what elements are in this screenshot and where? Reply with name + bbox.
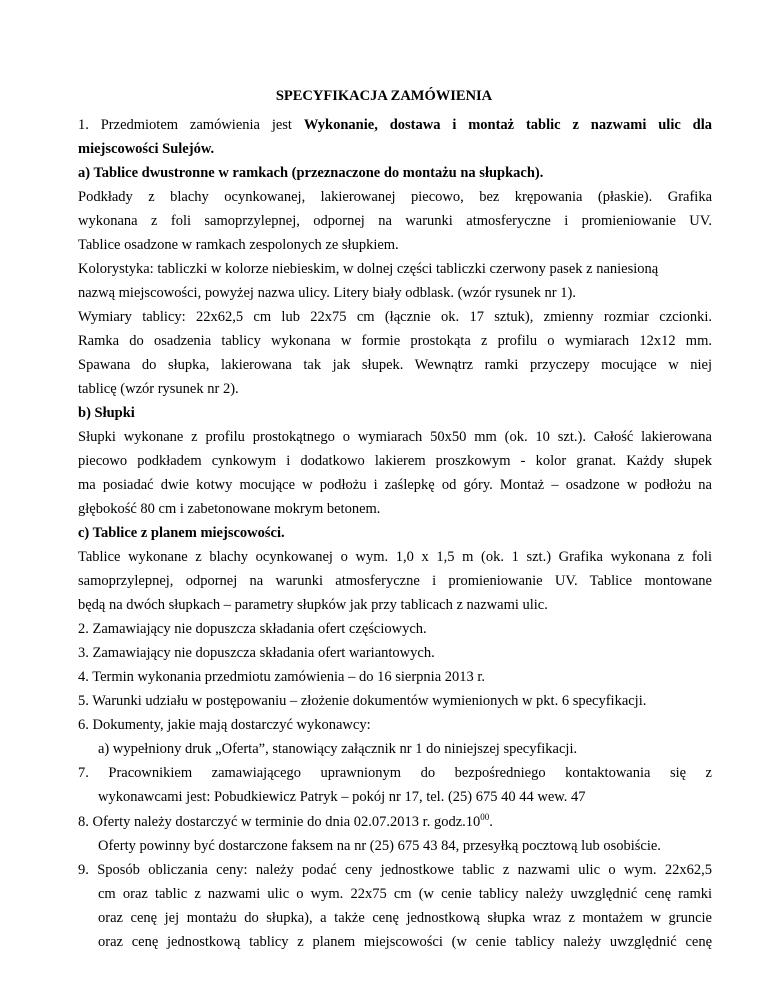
section-a-line: wykonana z foli samoprzylepnej, odpornej na warunki atmosferyczne i promieniowanie UV. bbox=[78, 213, 712, 229]
section-a-line: Ramka do osadzenia tablicy wykonana w formie prostokąta z profilu o wymiarach 12x12 mm. bbox=[78, 333, 712, 349]
section-b-line: ma posiadać dwie kotwy mocujące w podłożu i zaślepkę od góry. Montaż – osadzone w podłożu na bbox=[78, 477, 712, 493]
section-a-line: Podkłady z blachy ocynkowanej, lakierowanej piecowo, bez krępowania (płaskie). Grafika bbox=[78, 189, 712, 205]
item-3: 3. Zamawiający nie dopuszcza składania ofert wariantowych. bbox=[78, 645, 435, 661]
section-a-line: Spawana do słupka, lakierowana tak jak słupek. Wewnątrz ramki przyczepy mocujące w niej bbox=[78, 357, 712, 373]
section-c-heading: c) Tablice z planem miejscowości. bbox=[78, 525, 285, 541]
section-a-line: Wymiary tablicy: 22x62,5 cm lub 22x75 cm (łącznie ok. 17 sztuk), zmienny rozmiar czcionki. bbox=[78, 309, 712, 325]
item-7-line-1: 7. Pracownikiem zamawiającego uprawnionym do bezpośredniego kontaktowania się z bbox=[78, 765, 712, 781]
item-7-line-2: wykonawcami jest: Pobudkiewicz Patryk – pokój nr 17, tel. (25) 675 40 44 wew. 47 bbox=[98, 789, 586, 805]
item-5: 5. Warunki udziału w postępowaniu – złożenie dokumentów wymienionych w pkt. 6 specyfikacji. bbox=[78, 693, 647, 709]
item-6a: a) wypełniony druk „Oferta”, stanowiący załącznik nr 1 do niniejszej specyfikacji. bbox=[98, 741, 578, 757]
item-1-line-2: miejscowości Sulejów. bbox=[78, 141, 215, 157]
section-b-heading: b) Słupki bbox=[78, 405, 135, 421]
section-a-line: Kolorystyka: tabliczki w kolorze niebieskim, w dolnej części tabliczki czerwony pasek z naniesioną bbox=[78, 261, 659, 277]
item-8-line-2: Oferty powinny być dostarczone faksem na nr (25) 675 43 84, przesyłką pocztową lub osobiście. bbox=[98, 838, 661, 854]
section-a-heading: a) Tablice dwustronne w ramkach (przeznaczone do montażu na słupkach). bbox=[78, 165, 544, 181]
section-b-line: głębokość 80 cm i zabetonowane mokrym betonem. bbox=[78, 501, 381, 517]
section-c-line: będą na dwóch słupkach – parametry słupków jak przy tablicach z nazwami ulic. bbox=[78, 597, 548, 613]
item-6: 6. Dokumenty, jakie mają dostarczyć wykonawcy: bbox=[78, 717, 371, 733]
section-a-line: tablicę (wzór rysunek nr 2). bbox=[78, 381, 239, 397]
section-c-line: Tablice wykonane z blachy ocynkowanej o wym. 1,0 x 1,5 m (ok. 1 szt.) Grafika wykonana z foli bbox=[78, 549, 712, 565]
section-b-line: Słupki wykonane z profilu prostokątnego o wymiarach 50x50 mm (ok. 10 szt.). Całość lakierowana bbox=[78, 429, 712, 445]
section-a-line: Tablice osadzone w ramkach zespolonych ze słupkiem. bbox=[78, 237, 399, 253]
item-9-line: 9. Sposób obliczania ceny: należy podać ceny jednostkowe tablic z nazwami ulic o wym. 22x62,5 bbox=[78, 862, 712, 878]
item-9-line: oraz cenę jednostkową tablicy z planem miejscowości (w cenie tablicy należy uwzględnić cenę bbox=[98, 934, 712, 950]
section-a-line: nazwą miejscowości, powyżej nazwa ulicy. Litery biały odblask. (wzór rysunek nr 1). bbox=[78, 285, 576, 301]
item-4: 4. Termin wykonania przedmiotu zamówienia – do 16 sierpnia 2013 r. bbox=[78, 669, 486, 685]
section-c-line: samoprzylepnej, odpornej na warunki atmosferyczne i promieniowanie UV. Tablice montowane bbox=[78, 573, 712, 589]
item-8-line-1: 8. Oferty należy dostarczyć w terminie do dnia 02.07.2013 r. $godz.10^{00}$. bbox=[78, 812, 493, 830]
item-2: 2. Zamawiający nie dopuszcza składania ofert częściowych. bbox=[78, 621, 427, 637]
page-title: SPECYFIKACJA ZAMÓWIENIA bbox=[275, 88, 493, 104]
item-9-line: cm oraz tablic z nazwami ulic o wym. 22x75 cm (w cenie tablicy należy uwzględnić cenę ramki bbox=[98, 886, 712, 902]
item-9-line: oraz cenę jej montażu do słupka), a także cenę jednostkową słupka wraz z montażem w gruncie bbox=[98, 910, 712, 926]
item-1-line-1: 1. Przedmiotem zamówienia jest Wykonanie, dostawa i montaż tablic z nazwami ulic dla bbox=[78, 117, 712, 133]
section-b-line: piecowo podkładem cynkowym i dodatkowo lakierem proszkowym - kolor granat. Każdy słupek bbox=[78, 453, 712, 469]
